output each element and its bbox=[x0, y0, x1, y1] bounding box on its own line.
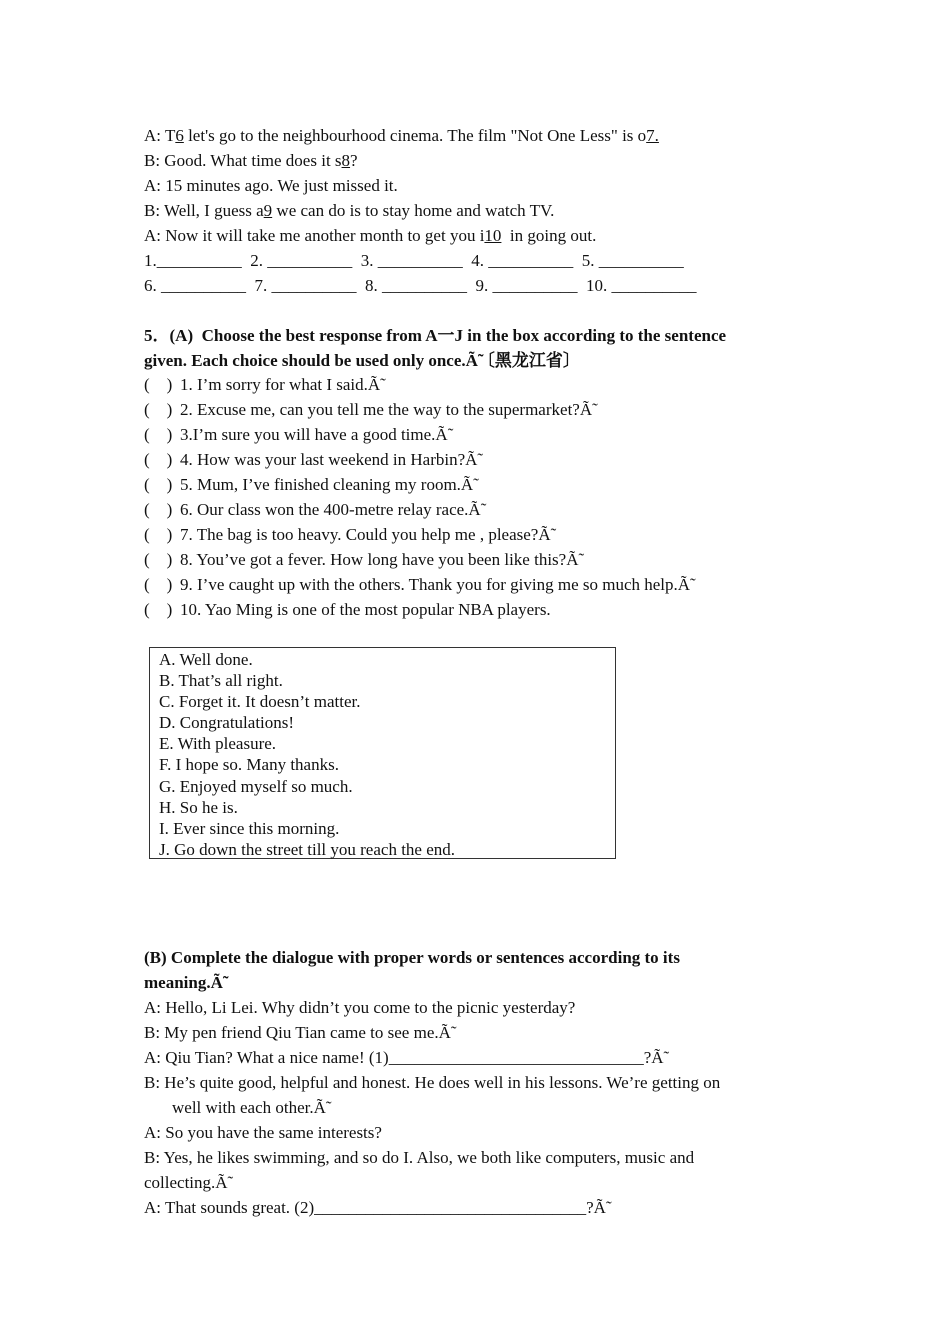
question-row: ( ) 9. I’ve caught up with the others. Thank you for giving me so much help.Ã̃ bbox=[144, 575, 691, 594]
dialogue-line-2: B: Good. What time does it s8? bbox=[144, 151, 358, 170]
dialogue-b-line: A: Hello, Li Lei. Why didn’t you come to the picnic yesterday? bbox=[144, 998, 576, 1017]
question-row: ( ) 10. Yao Ming is one of the most popular NBA players. bbox=[144, 600, 551, 619]
section-5a-heading-line-1: 5．(A) Choose the best response from A一J in the box according to the sentence bbox=[144, 326, 727, 345]
question-row: ( ) 3.I’m sure you will have a good time.Ã̃ bbox=[144, 425, 448, 444]
dialogue-line-5: A: Now it will take me another month to get you i10 in going out. bbox=[144, 226, 597, 245]
dialogue-b-line: A: So you have the same interests? bbox=[144, 1123, 382, 1142]
dialogue-b-line: collecting.Ã̃ bbox=[144, 1173, 228, 1192]
question-row: ( ) 1. I’m sorry for what I said.Ã̃ bbox=[144, 375, 381, 394]
option-a: A. Well done. bbox=[159, 650, 253, 669]
question-row: ( ) 5. Mum, I’ve finished cleaning my room.Ã̃ bbox=[144, 475, 474, 494]
dialogue-b-line: well with each other.Ã̃ bbox=[172, 1098, 326, 1117]
dialogue-b-line: A: That sounds great. (2)________________________________?Ã̃ bbox=[144, 1198, 606, 1217]
option-c: C. Forget it. It doesn’t matter. bbox=[159, 692, 361, 712]
blank-7: 7. bbox=[646, 126, 659, 145]
dialogue-b-line: B: Yes, he likes swimming, and so do I. Also, we both like computers, music and bbox=[144, 1148, 695, 1167]
option-b: B. That’s all right. bbox=[159, 671, 283, 691]
options-box bbox=[149, 647, 616, 859]
question-row: ( ) 7. The bag is too heavy. Could you help me , please?Ã̃ bbox=[144, 525, 551, 544]
dialogue-b-line: B: My pen friend Qiu Tian came to see me.Ã̃ bbox=[144, 1023, 451, 1042]
question-row: ( ) 2. Excuse me, can you tell me the way to the supermarket?Ã̃ bbox=[144, 400, 593, 419]
option-g: G. Enjoyed myself so much. bbox=[159, 776, 353, 796]
dialogue-line-4: B: Well, I guess a9 we can do is to stay home and watch TV. bbox=[144, 201, 555, 220]
option-e: E. With pleasure. bbox=[159, 734, 277, 754]
section-5a-heading-line-2: given. Each choice should be used only once.Ã̃〔黑龙江省〕 bbox=[144, 351, 580, 370]
section-5b-heading-line-2: meaning.Ã̃ bbox=[144, 973, 223, 992]
blank-10: 10 bbox=[484, 226, 502, 245]
option-d: D. Congratulations! bbox=[159, 713, 295, 733]
answer-blanks-row-2: 6. __________ 7. __________ 8. __________ 9. __________ 10. __________ bbox=[144, 276, 697, 295]
option-i: I. Ever since this morning. bbox=[159, 818, 340, 838]
dialogue-line-1: A: T6 let's go to the neighbourhood cinema. The film "Not One Less" is o7. bbox=[144, 126, 659, 145]
option-h: H. So he is. bbox=[159, 797, 238, 817]
question-row: ( ) 8. You’ve got a fever. How long have you been like this?Ã̃ bbox=[144, 550, 579, 569]
section-5b-heading-line-1: (B) Complete the dialogue with proper words or sentences according to its bbox=[144, 948, 680, 967]
answer-blanks-row-1: 1.__________ 2. __________ 3. __________ 4. __________ 5. __________ bbox=[144, 251, 684, 270]
question-row: ( ) 6. Our class won the 400-metre relay race.Ã̃ bbox=[144, 500, 481, 519]
option-f: F. I hope so. Many thanks. bbox=[159, 755, 339, 775]
blank-6: 6 bbox=[175, 126, 184, 145]
question-row: ( ) 4. How was your last weekend in Harbin?Ã̃ bbox=[144, 450, 478, 469]
blank-8: 8 bbox=[341, 151, 351, 170]
option-j: J. Go down the street till you reach the end. bbox=[159, 839, 456, 859]
dialogue-line-3: A: 15 minutes ago. We just missed it. bbox=[144, 176, 398, 195]
blank-9: 9 bbox=[263, 201, 273, 220]
dialogue-b-line: B: He’s quite good, helpful and honest. He does well in his lessons. We’re getting on bbox=[144, 1073, 721, 1092]
dialogue-b-line: A: Qiu Tian? What a nice name! (1)______________________________?Ã̃ bbox=[144, 1048, 664, 1067]
